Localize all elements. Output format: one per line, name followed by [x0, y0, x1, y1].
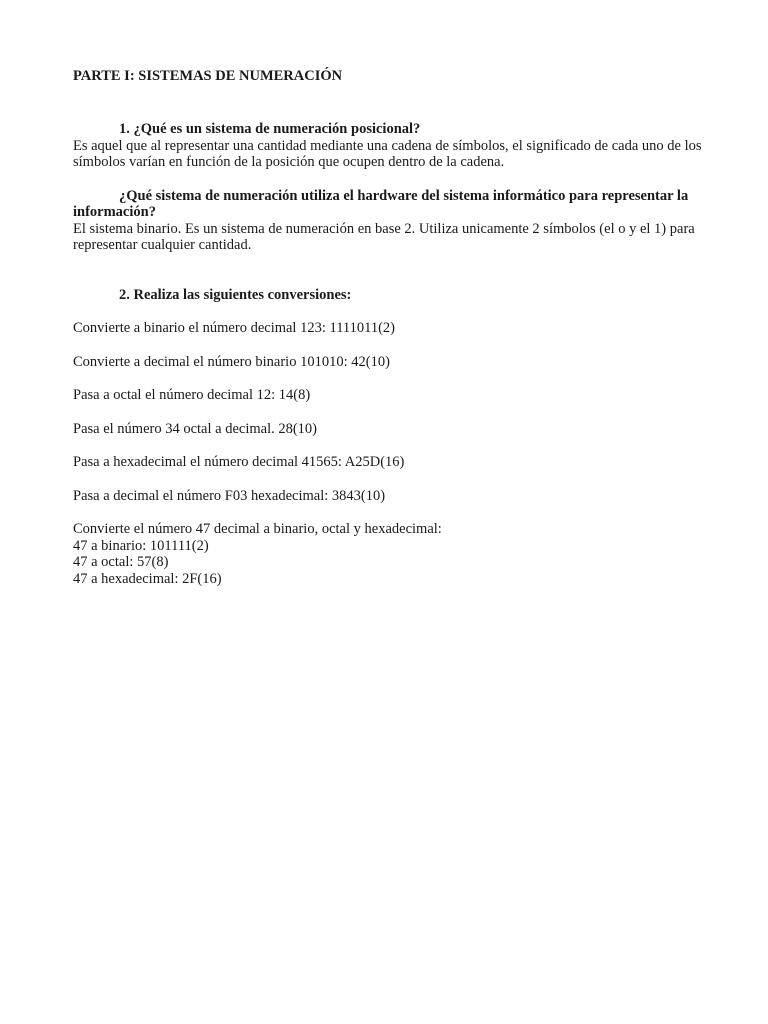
- conversion-47-hex: 47 a hexadecimal: 2F(16): [73, 570, 222, 587]
- document-title: PARTE I: SISTEMAS DE NUMERACIÓN: [73, 68, 343, 84]
- conversion-47-intro: Convierte el número 47 decimal a binario, octal y hexadecimal:: [73, 521, 442, 537]
- conversion-47-binary: 47 a binario: 101111(2): [73, 537, 209, 554]
- spacer: [73, 254, 703, 287]
- conversion-item: Pasa el número 34 octal a decimal. 28(10): [73, 420, 318, 437]
- spacer: [73, 85, 703, 121]
- question-1: [73, 121, 703, 171]
- document-page: [73, 68, 703, 587]
- question-2-heading: 2. Realiza las siguientes conversiones:: [119, 286, 352, 303]
- question-2: [73, 287, 703, 588]
- question-1-heading: 1. ¿Qué es un sistema de numeración posicional?: [119, 121, 421, 137]
- conversion-item: Pasa a hexadecimal el número decimal 41565: A25D(16): [73, 454, 405, 470]
- conversion-item: Convierte a decimal el número binario 101010: 42(10): [73, 353, 390, 370]
- conversion-item: Pasa a octal el número decimal 12: 14(8): [73, 387, 311, 403]
- spacer: [73, 171, 703, 188]
- question-1b-heading: ¿Qué sistema de numeración utiliza el hardware del sistema informático para representar la información?: [73, 187, 689, 220]
- question-1b: [73, 188, 703, 254]
- conversion-item: Pasa a decimal el número F03 hexadecimal: 3843(10): [73, 487, 386, 504]
- question-1-answer: Es aquel que al representar una cantidad mediante una cadena de símbolos, el significado de cada uno de los símbolos varían en función de la posición que ocupen dentro de la cadena.: [73, 137, 702, 170]
- question-1b-answer: El sistema binario. Es un sistema de numeración en base 2. Utiliza unicamente 2 símbolos (el o y el 1) para representar cualquier cantidad.: [73, 220, 695, 253]
- conversion-item: Convierte a binario el número decimal 123: 1111011(2): [73, 320, 395, 336]
- conversion-47-octal: 47 a octal: 57(8): [73, 554, 169, 570]
